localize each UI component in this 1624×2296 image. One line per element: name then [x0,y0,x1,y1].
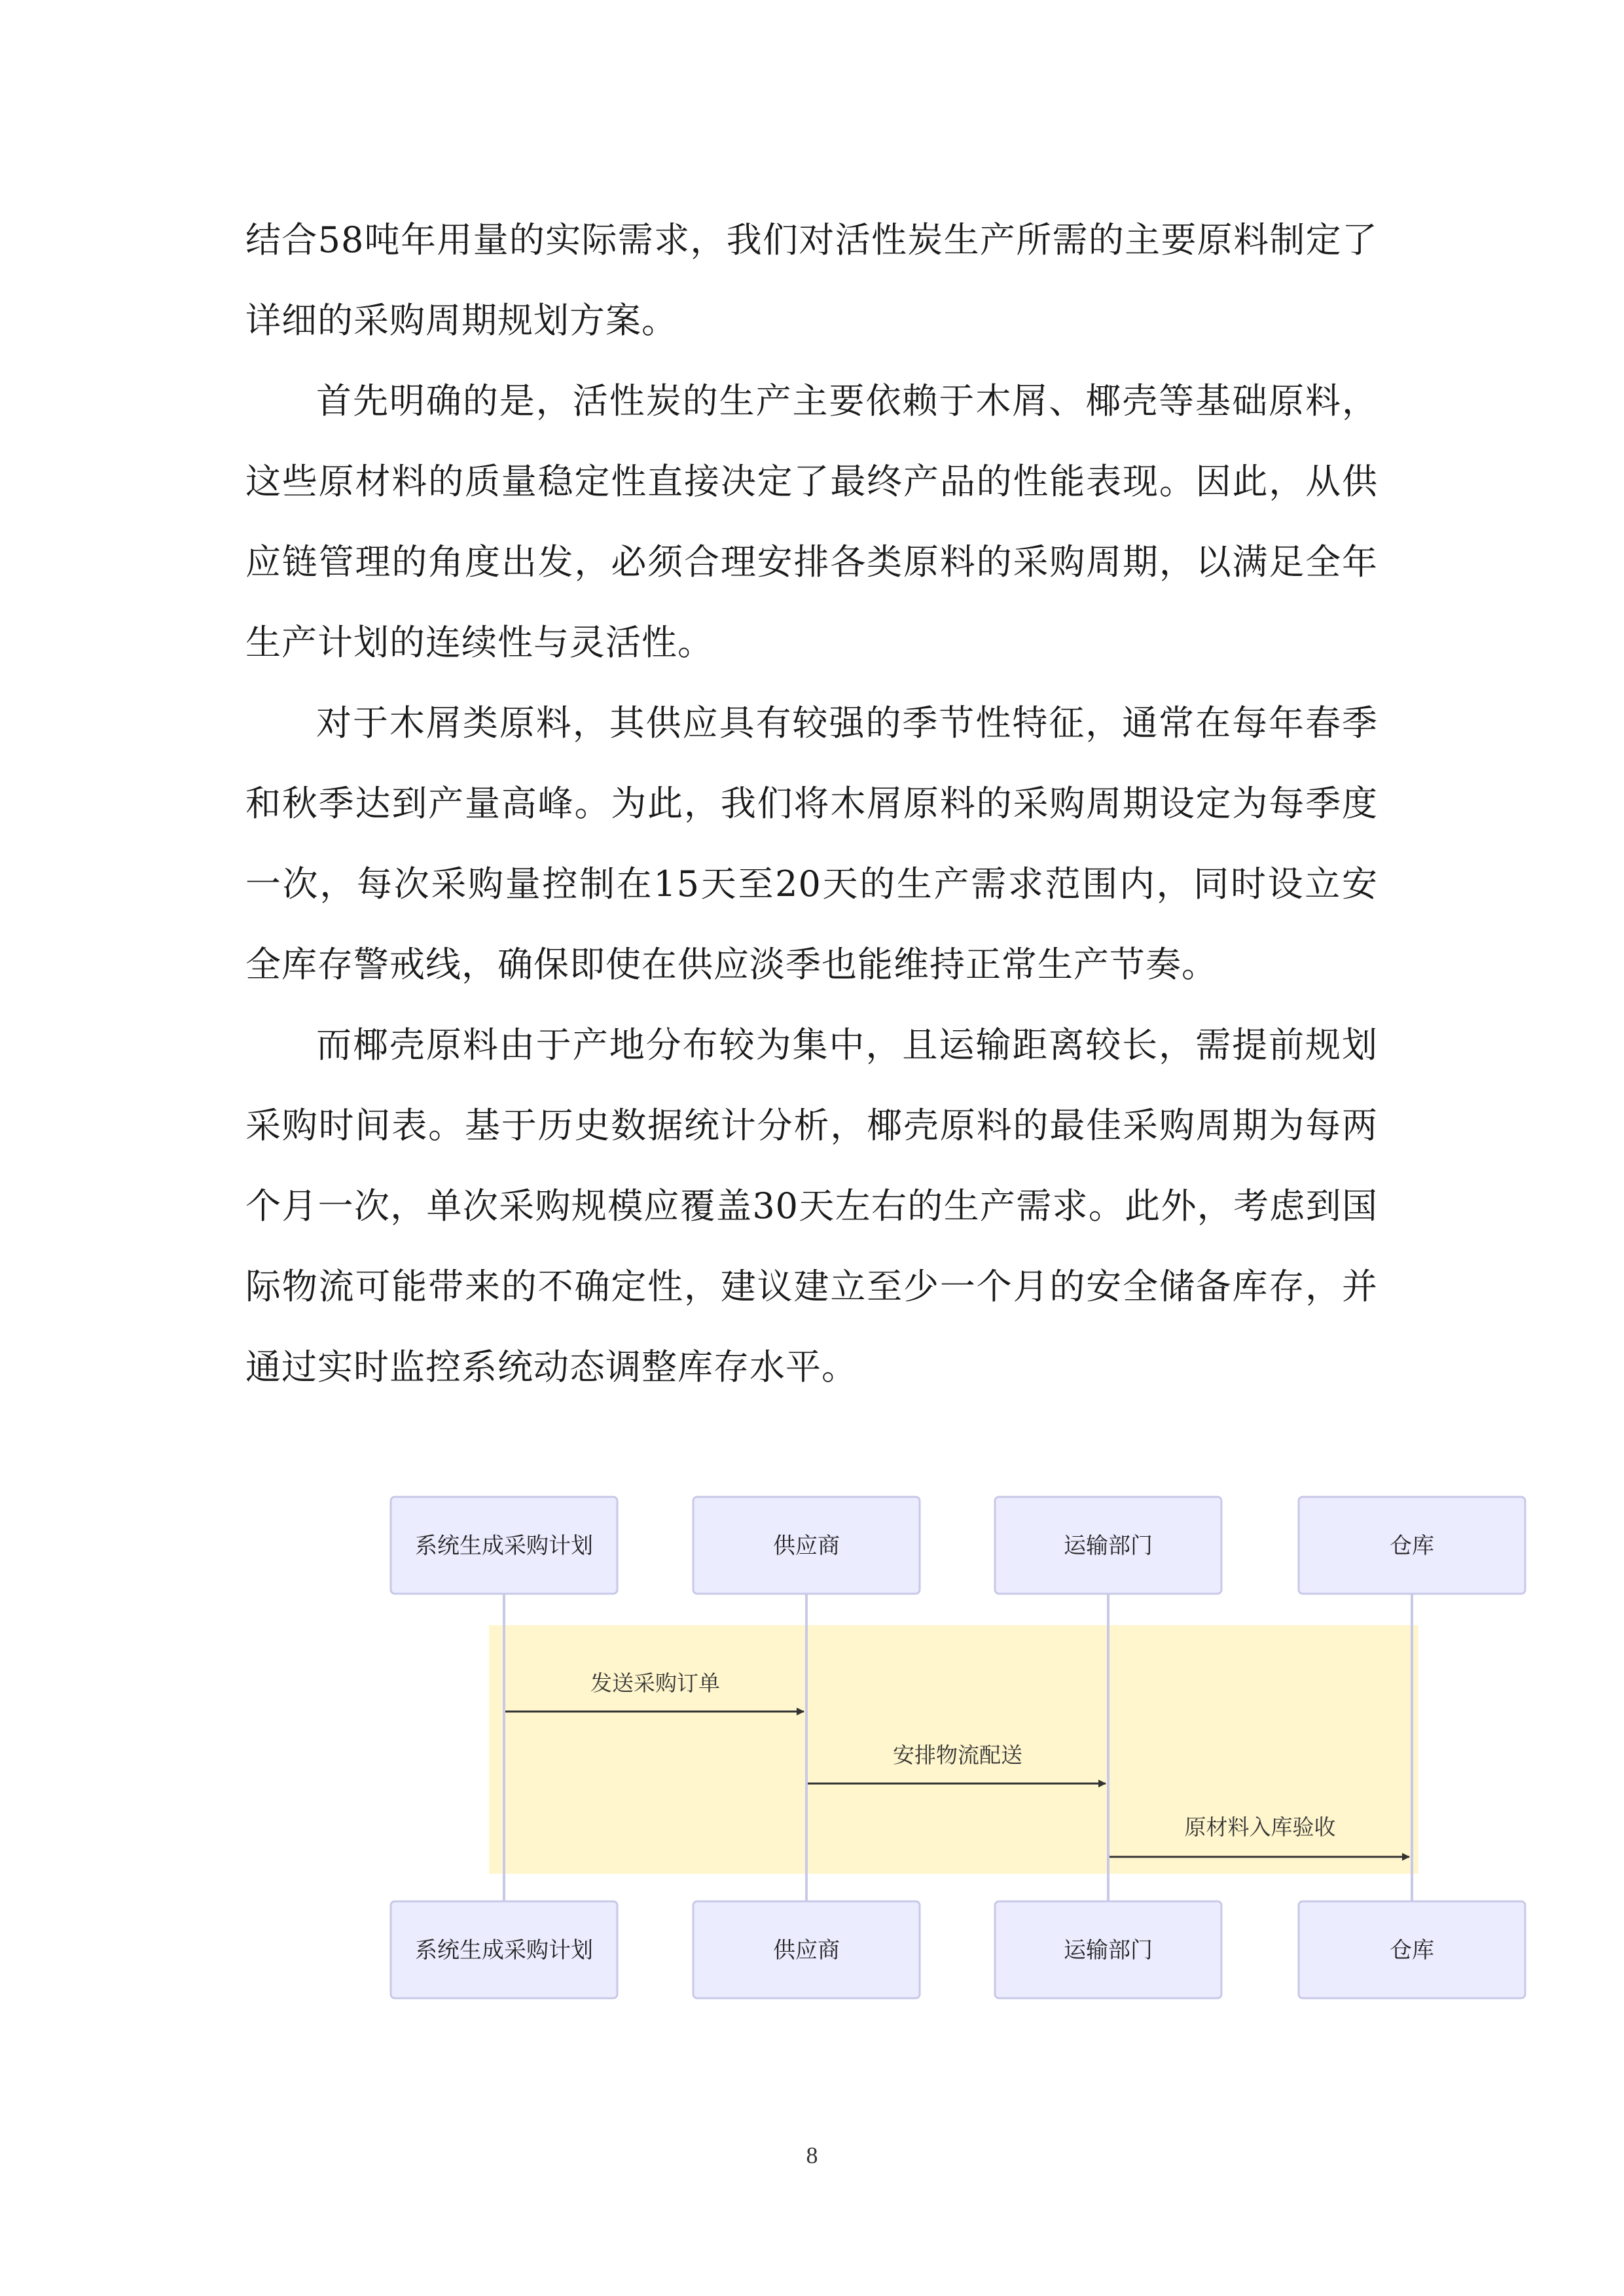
actor-bottom-3-label: 运输部门 [1064,1937,1153,1964]
actor-bottom-4 [1299,1901,1525,1998]
message-1-label: 发送采购订单 [590,1670,720,1696]
actor-top-3-label: 运输部门 [1064,1533,1153,1559]
actor-top-4-label: 仓库 [1390,1533,1434,1559]
actor-top-4 [1299,1497,1525,1594]
actor-top-1 [391,1497,617,1594]
body-text [245,200,1378,1407]
message-3-label: 原材料入库验收 [1184,1814,1336,1840]
paragraph-3: 对于木屑类原料，其供应具有较强的季节性特征，通常在每年春季和秋季达到产量高峰。为此，我们将木屑原料的采购周期设定为每季度一次，每次采购量控制在15天至20天的生产需求范围内，同时设立安全库存警戒线，确保即使在供应淡季也能维持正常生产节奏。 [245,702,1378,985]
paragraph-2: 首先明确的是，活性炭的生产主要依赖于木屑、椰壳等基础原料，这些原材料的质量稳定性直接决定了最终产品的性能表现。因此，从供应链管理的角度出发，必须合理安排各类原料的采购周期，以满足全年生产计划的连续性与灵活性。 [245,380,1378,663]
actor-bottom-4-label: 仓库 [1390,1937,1434,1964]
paragraph-1: 结合58吨年用量的实际需求，我们对活性炭生产所需的主要原料制定了详细的采购周期规划方案。 [245,219,1378,341]
page-number: 8 [806,2142,818,2168]
actor-bottom-2-label: 供应商 [773,1937,840,1964]
actor-bottom-1 [391,1901,617,1998]
message-2-label: 安排物流配送 [893,1742,1022,1768]
actor-bottom-3 [995,1901,1221,1998]
actor-top-2-label: 供应商 [773,1533,840,1559]
actor-bottom-1-label: 系统生成采购计划 [415,1937,593,1964]
actor-top-3 [995,1497,1221,1594]
paragraph-4: 而椰壳原料由于产地分布较为集中，且运输距离较长，需提前规划采购时间表。基于历史数据统计分析，椰壳原料的最佳采购周期为每两个月一次，单次采购规模应覆盖30天左右的生产需求。此外，考虑到国际物流可能带来的不确定性，建议建立至少一个月的安全储备库存，并通过实时监控系统动态调整库存水平。 [245,1024,1378,1388]
sequence-diagram [389,1496,1532,2000]
actor-top-1-label: 系统生成采购计划 [415,1533,593,1559]
actor-top-2 [693,1497,920,1594]
actor-bottom-2 [693,1901,920,1998]
